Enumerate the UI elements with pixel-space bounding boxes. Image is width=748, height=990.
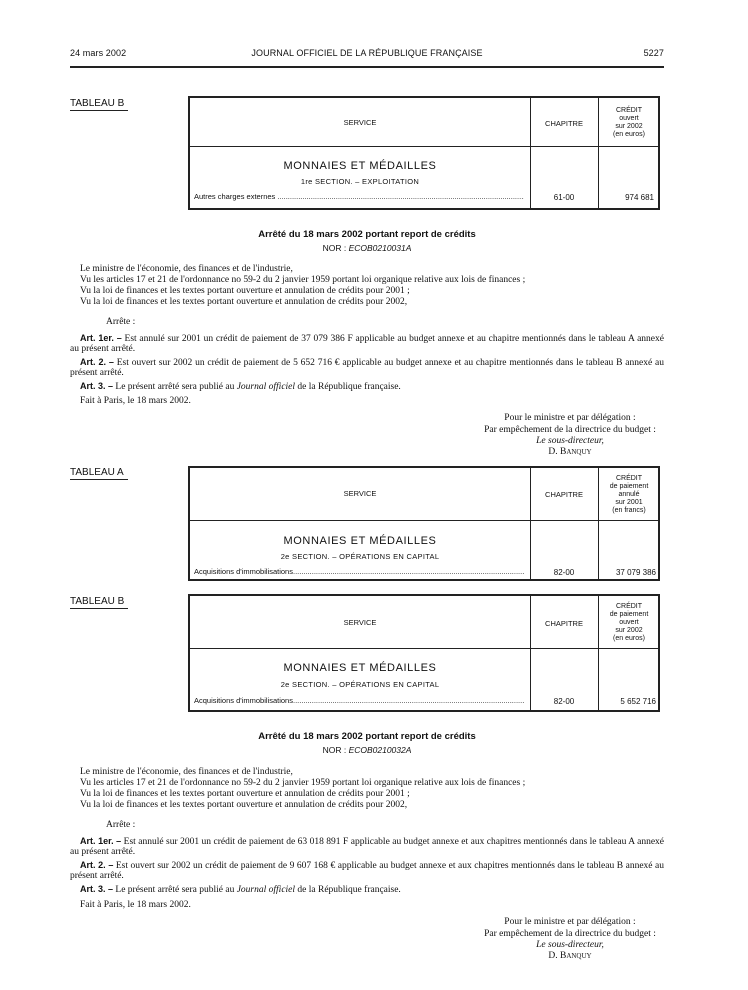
article-label: Art. 3. –: [80, 381, 114, 391]
credit-header-line: (en euros): [613, 131, 645, 138]
section-subtitle: 2e SECTION. – OPÉRATIONS EN CAPITAL: [280, 552, 440, 561]
credit-header-line: de paiement: [609, 483, 649, 490]
signature-line: Le sous-directeur,: [536, 436, 604, 446]
article-text: Est ouvert sur 2002 un crédit de paiement de 9 607 168 € applicable au budget annexe et aux chapitres mentionnés dans le tableau B annexé au présent arrêté.: [70, 861, 665, 881]
article-2: [70, 860, 664, 881]
article-label: Art. 2. –: [80, 860, 114, 870]
credit-header-line: ouvert: [619, 619, 639, 626]
visa-line: Vu les articles 17 et 21 de l'ordonnance no 59-2 du 2 janvier 1959 portant loi organique relative aux lois de finances ;: [80, 778, 526, 788]
chapitre-value: 61-00: [553, 193, 575, 202]
table-label: TABLEAU B: [70, 98, 128, 111]
article-text: Le présent arrêté sera publié au: [113, 382, 237, 392]
article-label: Art. 1er. –: [80, 333, 122, 343]
visa-line: Vu la loi de finances et les textes portant ouverture et annulation de crédits pour 2002,: [80, 297, 408, 307]
column-divider: [530, 468, 531, 579]
header-rule: [70, 66, 664, 68]
visa-line: Vu la loi de finances et les textes portant ouverture et annulation de crédits pour 2001 ;: [80, 286, 410, 296]
amount-value: 5 652 716: [620, 697, 656, 706]
column-header-service: SERVICE: [343, 489, 377, 498]
article-1: [70, 333, 664, 354]
header-date: 24 mars 2002: [70, 48, 127, 58]
article-label: Art. 1er. –: [80, 836, 122, 846]
credit-table: [188, 466, 660, 581]
chapitre-value: 82-00: [553, 568, 575, 577]
visa-line: Vu la loi de finances et les textes portant ouverture et annulation de crédits pour 2001 ;: [80, 789, 410, 799]
section-title: MONNAIES ET MÉDAILLES: [283, 662, 437, 674]
nor-label: NOR :: [322, 243, 349, 253]
credit-header-line: (en francs): [612, 507, 646, 514]
credit-header-line: sur 2001: [615, 499, 643, 506]
amount-value: 974 681: [625, 193, 654, 202]
article-text: Est annulé sur 2001 un crédit de paiement de 63 018 891 F applicable au budget annexe et aux chapitres mentionnés dans le tableau A annexé au présent arrêté.: [70, 837, 664, 857]
visa-line: Le ministre de l'économie, des finances et de l'industrie,: [80, 767, 293, 777]
section-subtitle: 2e SECTION. – OPÉRATIONS EN CAPITAL: [280, 680, 440, 689]
budget-item: Acquisitions d'immobilisations .....: [194, 696, 524, 705]
column-header-chapitre: CHAPITRE: [545, 490, 583, 499]
article-text: Est ouvert sur 2002 un crédit de paiement de 5 652 716 € applicable au budget annexe et au chapitre mentionnés dans le tableau B annexé au présent arrêté.: [70, 358, 664, 378]
visa-line: Vu les articles 17 et 21 de l'ordonnance no 59-2 du 2 janvier 1959 portant loi organique relative aux lois de finances ;: [80, 275, 526, 285]
credit-header-line: sur 2002: [615, 627, 643, 634]
nor-label: NOR :: [322, 745, 349, 755]
credit-header-line: ouvert: [619, 115, 639, 122]
column-divider: [530, 596, 531, 710]
fait-a-paris: Fait à Paris, le 18 mars 2002.: [80, 900, 191, 910]
journal-officiel-italic: Journal officiel: [236, 885, 296, 895]
column-header-chapitre: CHAPITRE: [545, 619, 583, 628]
section-title: MONNAIES ET MÉDAILLES: [283, 535, 437, 547]
signature-line: Pour le ministre et par délégation :: [504, 917, 636, 927]
arrete-heading: Arrête :: [106, 317, 136, 327]
credit-header-line: (en euros): [613, 635, 645, 642]
credit-table: [188, 96, 660, 210]
table-label: TABLEAU B: [70, 596, 128, 609]
header-rule: [190, 520, 658, 521]
signatory-name: D. Banquy: [548, 951, 592, 961]
chapitre-value: 82-00: [553, 697, 575, 706]
column-header-credit: [598, 475, 660, 515]
column-header-credit: [598, 603, 660, 643]
signature-line: Pour le ministre et par délégation :: [504, 413, 636, 423]
nor-code: ECOB0210032A: [348, 745, 412, 755]
credit-header-line: CRÉDIT: [615, 107, 643, 114]
nor-code: ECOB0210031A: [348, 243, 412, 253]
journal-officiel-italic: Journal officiel: [236, 382, 296, 392]
column-header-chapitre: CHAPITRE: [545, 119, 583, 128]
article-3: [70, 884, 664, 895]
signature-line: Le sous-directeur,: [536, 940, 604, 950]
article-text: Est annulé sur 2001 un crédit de paiement de 37 079 386 F applicable au budget annexe et au chapitre mentionnés dans le tableau A annexé au présent arrêté.: [70, 334, 664, 354]
column-divider: [530, 98, 531, 208]
credit-header-line: CRÉDIT: [615, 475, 643, 482]
header-rule: [190, 648, 658, 649]
credit-header-line: annulé: [618, 491, 640, 498]
article-3: [70, 381, 664, 392]
fait-a-paris: Fait à Paris, le 18 mars 2002.: [80, 396, 191, 406]
article-label: Art. 3. –: [80, 884, 114, 894]
credit-header-line: sur 2002: [615, 123, 643, 130]
budget-item: Acquisitions d'immobilisations .....: [194, 567, 524, 576]
article-text: de la République française.: [295, 885, 401, 895]
table-label: TABLEAU A: [70, 467, 128, 480]
arrete-title: Arrêté du 18 mars 2002 portant report de crédits: [258, 229, 476, 240]
credit-table: [188, 594, 660, 712]
credit-header-line: CRÉDIT: [615, 603, 643, 610]
signatory-name: D. Banquy: [548, 447, 592, 457]
arrete-title: Arrêté du 18 mars 2002 portant report de crédits: [258, 731, 476, 742]
nor-reference: [70, 745, 664, 755]
column-header-credit: [598, 107, 660, 139]
arrete-heading: Arrête :: [106, 820, 136, 830]
article-text: Le présent arrêté sera publié au: [113, 885, 237, 895]
signature-line: Par empêchement de la directrice du budget :: [484, 425, 656, 435]
visa-line: Vu la loi de finances et les textes portant ouverture et annulation de crédits pour 2002,: [80, 800, 408, 810]
article-2: [70, 357, 664, 378]
header-rule: [190, 146, 658, 147]
column-header-service: SERVICE: [343, 118, 377, 127]
article-label: Art. 2. –: [80, 357, 114, 367]
budget-item: Autres charges externes .....: [194, 192, 524, 201]
nor-reference: [70, 243, 664, 253]
visa-line: Le ministre de l'économie, des finances et de l'industrie,: [80, 264, 293, 274]
column-header-service: SERVICE: [343, 618, 377, 627]
signature-line: Par empêchement de la directrice du budget :: [484, 929, 656, 939]
section-subtitle: 1re SECTION. – EXPLOITATION: [300, 177, 420, 186]
article-text: de la République française.: [295, 382, 401, 392]
credit-header-line: de paiement: [609, 611, 649, 618]
header-page-number: 5227: [643, 48, 664, 58]
section-title: MONNAIES ET MÉDAILLES: [283, 160, 437, 172]
header-journal-title: JOURNAL OFFICIEL DE LA RÉPUBLIQUE FRANÇAISE: [251, 48, 483, 58]
amount-value: 37 079 386: [615, 568, 656, 577]
article-1: [70, 836, 664, 857]
